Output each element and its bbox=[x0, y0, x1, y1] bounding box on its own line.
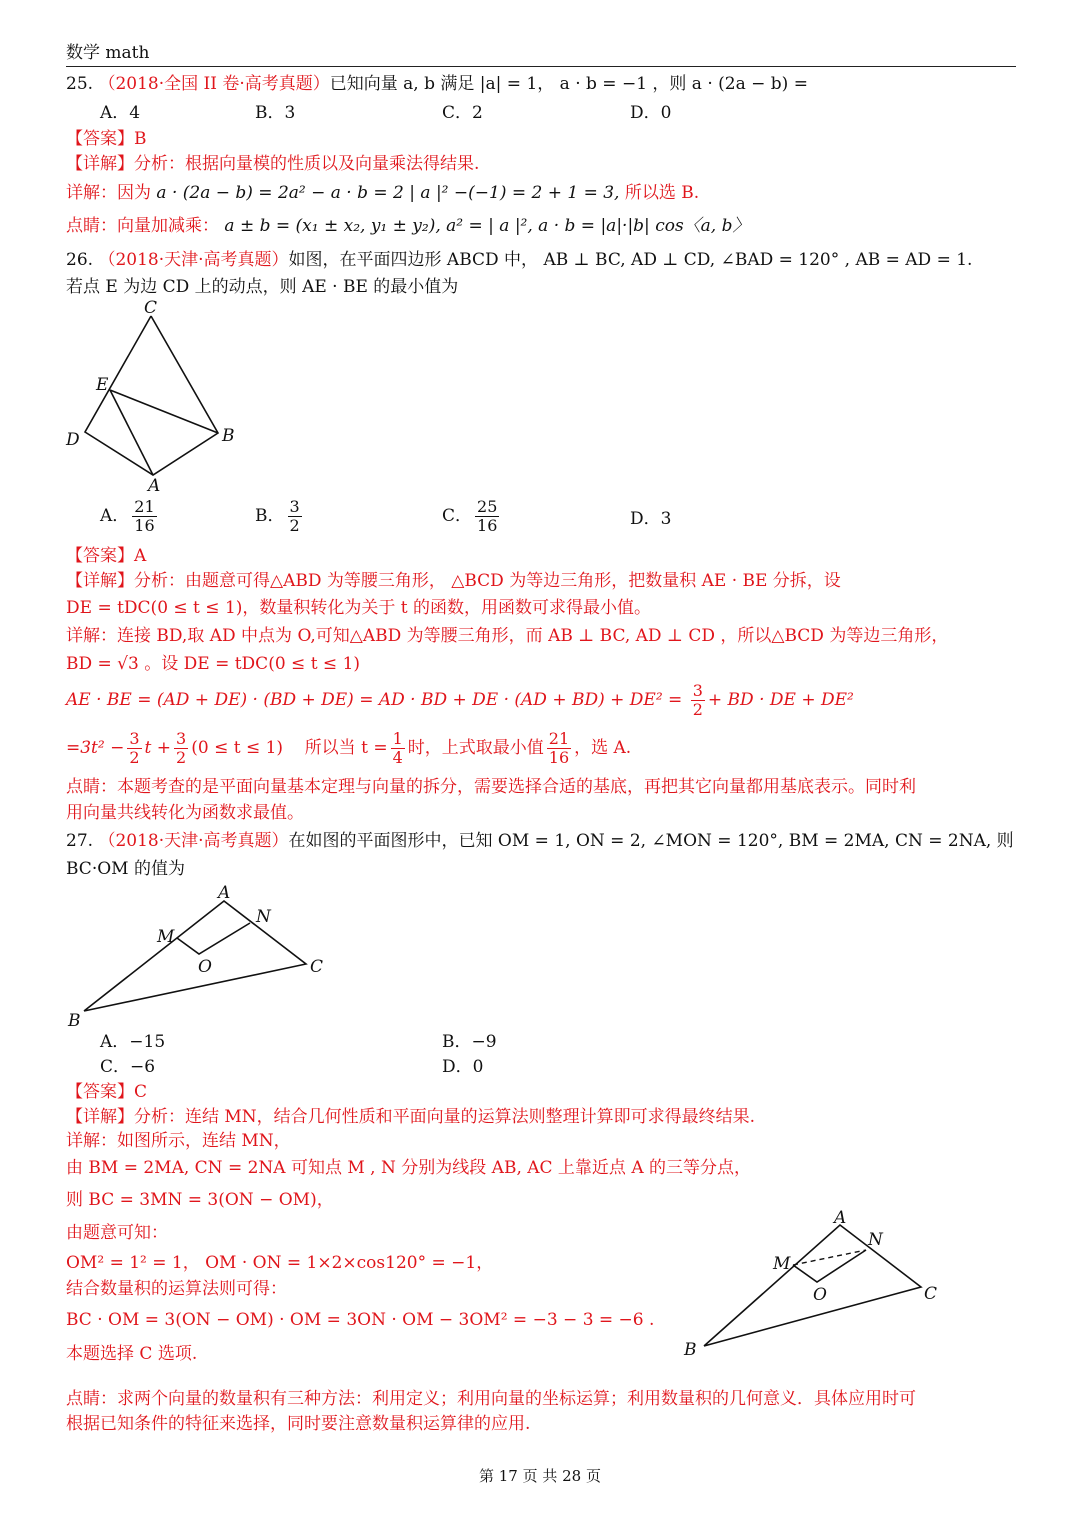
q25-analysis: 【详解】分析：根据向量模的性质以及向量乘法得结果. bbox=[66, 154, 480, 174]
q27-stem-2: BC·OM 的值为 bbox=[66, 859, 185, 879]
q27-choice-b: B．−9 bbox=[442, 1032, 497, 1052]
q27-detail-4: 由题意可知： bbox=[66, 1223, 168, 1243]
q27-detail-6: 结合数量积的运算法则可得： bbox=[66, 1279, 287, 1299]
q27-note-2: 根据已知条件的特征来选择，同时要注意数量积运算律的应用. bbox=[66, 1414, 531, 1434]
q27-note-1: 点睛：求两个向量的数量积有三种方法：利用定义；利用向量的坐标运算；利用数量积的几何意义．具体应用时可 bbox=[66, 1389, 916, 1409]
q27-solution-label-b: B bbox=[684, 1340, 697, 1360]
q27-solution-label-n: N bbox=[868, 1230, 883, 1250]
q27-solution-figure bbox=[680, 1205, 960, 1360]
q25-note: 点睛：向量加减乘： a ± b = (x₁ ± x₂, y₁ ± y₂), a² = | a |², a · b = |a|·|b| cos〈a, b〉 bbox=[66, 216, 750, 236]
q26-choice-d: D．3 bbox=[630, 509, 672, 529]
q26-choice-b: B． $\frac{3}{2}$ bbox=[255, 497, 300, 535]
q27-label-n: N bbox=[256, 907, 271, 927]
q27-solution-label-m: M bbox=[773, 1254, 791, 1274]
q27-stem: 27. （2018·天津·高考真题）在如图的平面图形中，已知 OM = 1, ON = 2, ∠MON = 120°, BM = 2MA, CN = 2NA, 则 bbox=[66, 831, 1014, 851]
q27-solution-label-a: A bbox=[834, 1208, 847, 1228]
q27-detail-2: 由 BM = 2MA, CN = 2NA 可知点 M , N 分别为线段 AB, AC 上靠近点 A 的三等分点， bbox=[66, 1158, 752, 1178]
q26-label-e: E bbox=[96, 375, 109, 395]
q26-label-d: D bbox=[66, 430, 80, 450]
q27-solution-label-c: C bbox=[924, 1284, 938, 1304]
q26-choice-c: C． $\frac{25}{16}$ bbox=[442, 497, 498, 535]
q26-label-a: A bbox=[148, 476, 161, 495]
q27-detail-7: BC · OM = 3(ON − OM) · OM = 3ON · OM − 3OM² = −3 − 3 = −6 . bbox=[66, 1310, 655, 1330]
q27-detail-8: 本题选择 C 选项. bbox=[66, 1344, 198, 1364]
q27-choice-a: A．−15 bbox=[100, 1032, 166, 1052]
q27-choice-d: D．0 bbox=[442, 1057, 484, 1077]
q26-label-c: C bbox=[144, 298, 158, 318]
q25-choice-a: A．4 bbox=[100, 103, 141, 123]
q26-detail-2: BD = √3 。设 DE = tDC(0 ≤ t ≤ 1) bbox=[66, 654, 361, 674]
q26-figure bbox=[60, 295, 260, 495]
q25-choice-c: C．2 bbox=[442, 103, 483, 123]
subject-label: 数学 math bbox=[66, 43, 150, 63]
q27-label-o: O bbox=[198, 957, 212, 977]
q27-label-b: B bbox=[68, 1011, 81, 1030]
q25-stem: 25. （2018·全国 II 卷·高考真题）已知向量 a, b 满足 |a| = 1， a · b = −1 ，则 a · (2a − b) = bbox=[66, 74, 808, 94]
q25-choice-b: B．3 bbox=[255, 103, 296, 123]
q27-figure bbox=[60, 880, 350, 1030]
page-header bbox=[66, 40, 1016, 67]
q26-detail-1: 详解：连接 BD,取 AD 中点为 O,可知△ABD 为等腰三角形，而 AB ⊥ BC, AD ⊥ CD ，所以△BCD 为等边三角形， bbox=[66, 626, 949, 646]
q26-label-b: B bbox=[222, 426, 235, 446]
q27-detail-1: 详解：如图所示，连结 MN， bbox=[66, 1131, 291, 1151]
q26-stem: 26. （2018·天津·高考真题）如图，在平面四边形 ABCD 中， AB ⊥ BC, AD ⊥ CD, ∠BAD = 120° , AB = AD = 1. bbox=[66, 250, 973, 270]
q27-answer: 【答案】C bbox=[66, 1082, 148, 1102]
q26-detail-4: =3t² − $\frac{3}{2}$ t + $\frac{3}{2}$ (0 ≤ t ≤ 1) 所以当 t = $\frac{1}{4}$ 时，上式取最小值 $\frac{21}{16}$ ，选 A. bbox=[66, 729, 632, 767]
q27-detail-3: 则 BC = 3MN = 3(ON − OM)， bbox=[66, 1190, 334, 1210]
q27-label-a: A bbox=[218, 883, 231, 903]
q26-note-1: 点睛：本题考查的是平面向量基本定理与向量的拆分，需要选择合适的基底，再把其它向量都用基底表示。同时利 bbox=[66, 777, 916, 797]
q25-detail: 详解：因为 a · (2a − b) = 2a² − a · b = 2 | a |² −(−1) = 2 + 1 = 3, 所以选 B. bbox=[66, 183, 700, 203]
q26-analysis-2: DE = tDC(0 ≤ t ≤ 1)，数量积转化为关于 t 的函数，用函数可求得最小值。 bbox=[66, 598, 652, 618]
q27-detail-5: OM² = 1² = 1， OM · ON = 1×2×cos120° = −1， bbox=[66, 1253, 494, 1273]
q26-detail-3: AE · BE = (AD + DE) · (BD + DE) = AD · BD + DE · (AD + BD) + DE² = $\frac{3}{2}$ + BD · DE + DE² bbox=[66, 681, 854, 719]
q25-choice-d: D．0 bbox=[630, 103, 672, 123]
q26-analysis-1: 【详解】分析：由题意可得△ABD 为等腰三角形， △BCD 为等边三角形，把数量积 AE · BE 分拆，设 bbox=[66, 571, 841, 591]
q27-label-m: M bbox=[157, 927, 175, 947]
page-footer: 第 17 页 共 28 页 bbox=[478, 1467, 601, 1485]
q26-note-2: 用向量共线转化为函数求最值。 bbox=[66, 803, 304, 823]
q27-solution-label-o: O bbox=[813, 1285, 827, 1305]
q26-answer: 【答案】A bbox=[66, 546, 147, 566]
q26-choice-a: A． $\frac{21}{16}$ bbox=[100, 497, 155, 535]
q25-answer: 【答案】B bbox=[66, 129, 147, 149]
q27-label-c: C bbox=[310, 957, 324, 977]
q27-choice-c: C．−6 bbox=[100, 1057, 156, 1077]
q26-stem-2: 若点 E 为边 CD 上的动点，则 AE · BE 的最小值为 bbox=[66, 277, 459, 297]
q27-analysis: 【详解】分析：连结 MN，结合几何性质和平面向量的运算法则整理计算即可求得最终结果. bbox=[66, 1107, 756, 1127]
